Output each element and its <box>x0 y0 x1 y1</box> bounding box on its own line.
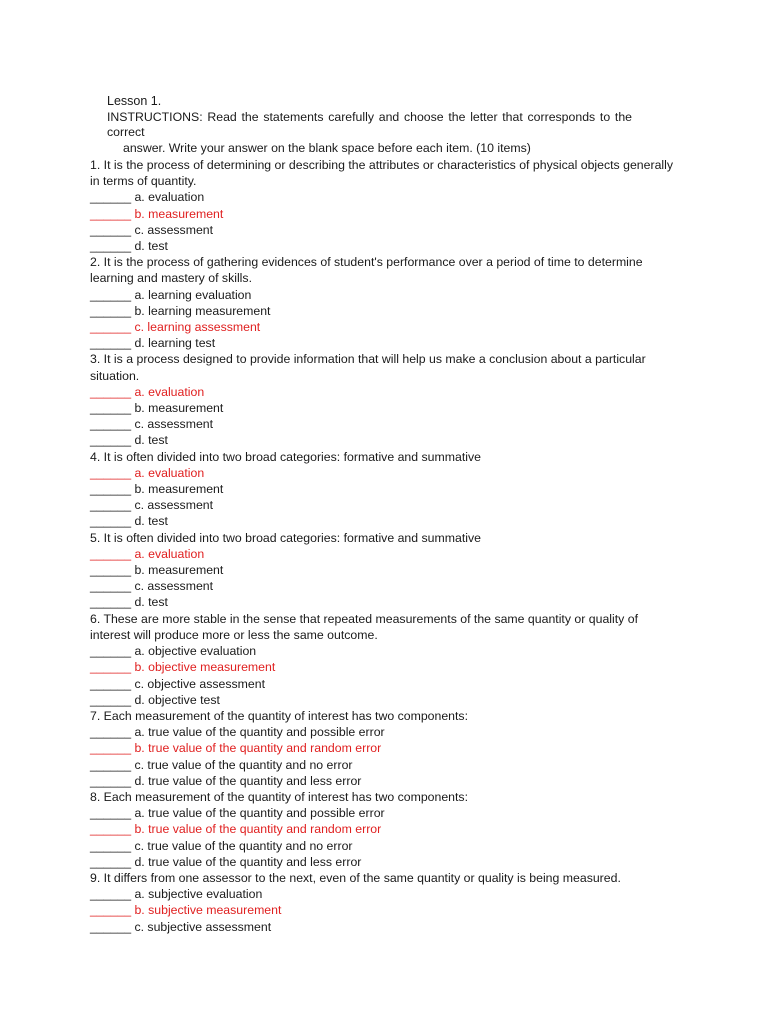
answer-choice: ______ a. objective evaluation <box>90 644 257 659</box>
answer-choice: ______ c. true value of the quantity and no error <box>90 757 353 772</box>
answer-choice: ______ d. test <box>90 514 168 529</box>
question-item <box>90 254 675 351</box>
answer-choice-correct: ______ a. evaluation <box>90 465 205 480</box>
answer-choice: ______ c. assessment <box>90 417 214 432</box>
answer-choice-correct: ______ b. true value of the quantity and random error <box>90 741 382 756</box>
answer-choice: ______ b. measurement <box>90 563 224 578</box>
question-text: 4. It is often divided into two broad categories: formative and summative <box>90 449 481 464</box>
question-item <box>90 870 675 935</box>
question-item <box>90 789 675 870</box>
answer-choice: ______ d. test <box>90 239 168 254</box>
answer-choice: ______ d. test <box>90 595 168 610</box>
answer-choice-correct: ______ c. learning assessment <box>90 320 261 335</box>
answer-choice: ______ d. learning test <box>90 336 216 351</box>
question-item <box>90 351 675 448</box>
answer-choice-correct: ______ b. objective measurement <box>90 660 276 675</box>
answer-choice: ______ c. objective assessment <box>90 676 265 691</box>
question-item <box>90 708 675 789</box>
answer-choice: ______ d. test <box>90 433 168 448</box>
question-item <box>90 449 675 530</box>
answer-choice: ______ d. true value of the quantity and less error <box>90 854 362 869</box>
answer-choice-correct: ______ b. true value of the quantity and random error <box>90 822 382 837</box>
answer-choice: ______ c. assessment <box>90 579 214 594</box>
question-text: 2. It is the process of gathering evidences of student's performance over a period of time to determine learning and mastery of skills. <box>90 255 643 286</box>
answer-choice: ______ d. true value of the quantity and less error <box>90 773 362 788</box>
answer-choice: ______ c. true value of the quantity and no error <box>90 838 353 853</box>
answer-choice: ______ a. learning evaluation <box>90 287 252 302</box>
answer-choice: ______ b. measurement <box>90 482 224 497</box>
answer-choice: ______ a. true value of the quantity and possible error <box>90 806 385 821</box>
question-item <box>90 611 675 708</box>
answer-choice-correct: ______ a. evaluation <box>90 384 205 399</box>
question-item <box>90 157 675 254</box>
question-text: 9. It differs from one assessor to the next, even of the same quantity or quality is being measured. <box>90 870 621 885</box>
answer-choice-correct: ______ b. subjective measurement <box>90 903 282 918</box>
question-text: 6. These are more stable in the sense that repeated measurements of the same quantity or quality of interest will produce more or less the same outcome. <box>90 611 638 642</box>
lesson-title: Lesson 1. <box>107 94 162 108</box>
answer-choice: ______ c. subjective assessment <box>90 919 272 934</box>
answer-choice: ______ a. subjective evaluation <box>90 887 263 902</box>
answer-choice: ______ a. evaluation <box>90 190 205 205</box>
answer-choice-correct: ______ b. measurement <box>90 206 224 221</box>
answer-choice: ______ c. assessment <box>90 222 214 237</box>
answer-choice: ______ c. assessment <box>90 498 214 513</box>
question-text: 8. Each measurement of the quantity of interest has two components: <box>90 789 468 804</box>
question-item <box>90 530 675 611</box>
answer-choice: ______ a. true value of the quantity and possible error <box>90 725 385 740</box>
answer-choice-correct: ______ a. evaluation <box>90 546 205 561</box>
answer-choice: ______ d. objective test <box>90 692 220 707</box>
question-text: 5. It is often divided into two broad categories: formative and summative <box>90 530 481 545</box>
instructions-line-1: INSTRUCTIONS: Read the statements carefully and choose the letter that corresponds to the correct <box>107 109 632 140</box>
question-text: 7. Each measurement of the quantity of interest has two components: <box>90 708 468 723</box>
questions-list <box>90 157 675 935</box>
document-header <box>107 94 632 156</box>
question-text: 3. It is a process designed to provide information that will help us make a conclusion about a particular situation. <box>90 352 646 383</box>
answer-choice: ______ b. learning measurement <box>90 303 271 318</box>
question-text: 1. It is the process of determining or describing the attributes or characteristics of physical objects generally in terms of quantity. <box>90 158 674 189</box>
instructions-line-2: answer. Write your answer on the blank space before each item. (10 items) <box>123 140 531 155</box>
answer-choice: ______ b. measurement <box>90 401 224 416</box>
